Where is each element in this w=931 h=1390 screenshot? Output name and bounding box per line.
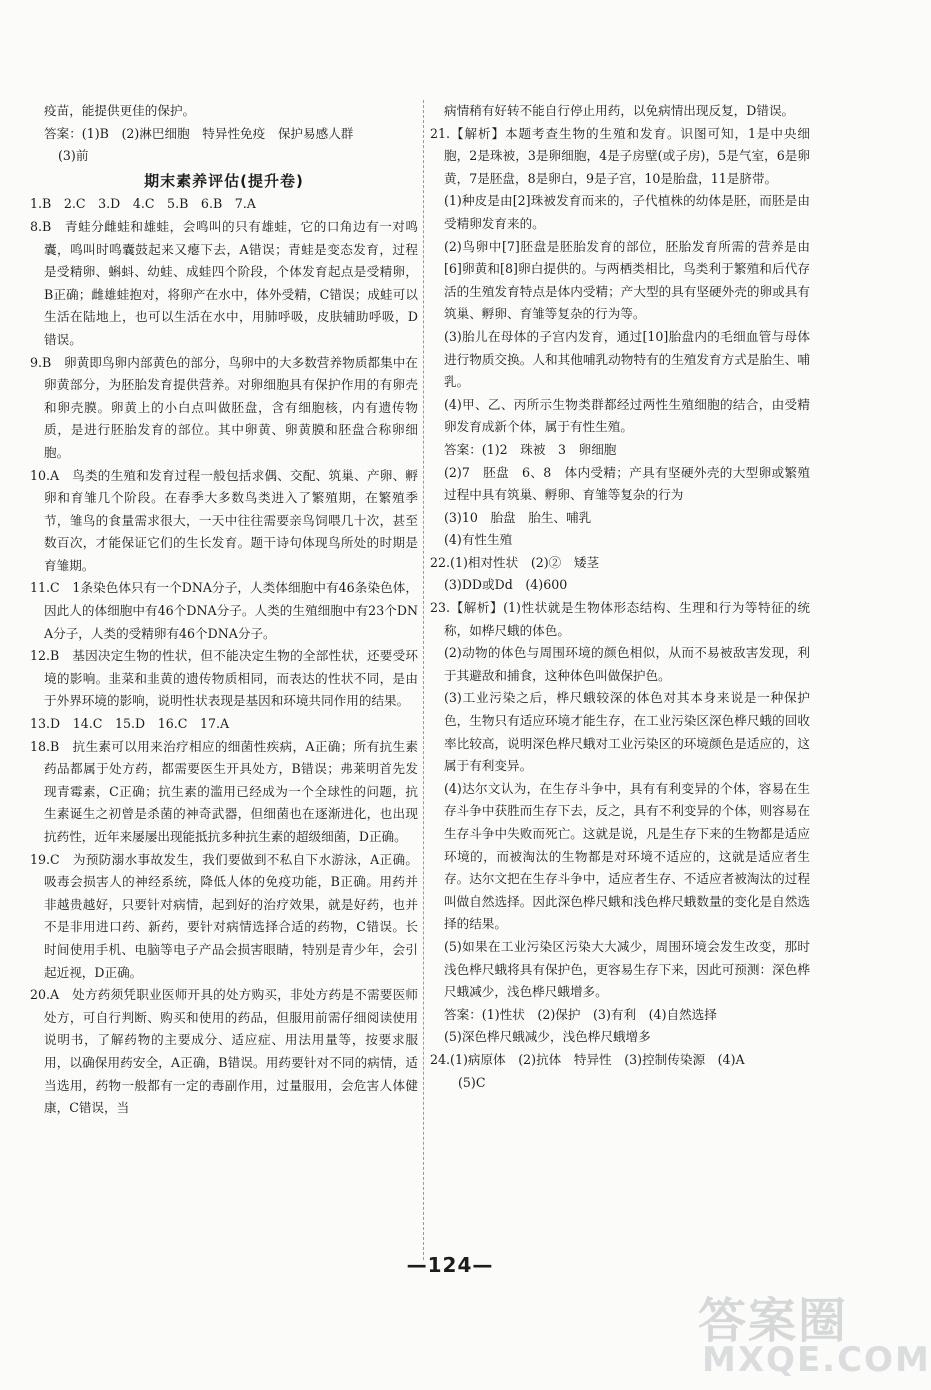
answer-paragraph: 答案：(1)B (2)淋巴细胞 特异性免疫 保护易感人群 [44,125,354,141]
answer-paragraph: (2)鸟卵中[7]胚盘是胚胎发育的部位，胚胎发育所需的营养是由[6]卵黄和[8]卵白提供的。与两栖类相比，鸟类利于繁殖和后代存活的生殖发育特点是体内受精；产大型的具有坚硬外壳的卵或具有筑巢、孵卵、育雏等复杂的行为等。 [444,238,810,322]
answer-paragraph: (1)种皮是由[2]珠被发育而来的，子代植株的幼体是胚，而胚是由受精卵发育来的。 [444,193,810,231]
answer-paragraph: 11.C 1条染色体只有一个DNA分子，人类体细胞中有46条染色体，因此人的体细胞中有46个DNA分子。人类的生殖细胞中有23个DNA分子，人类的受精卵有46个DNA分子。 [30,580,418,641]
answer-paragraph: 答案：(1)2 珠被 3 卵细胞 [444,441,617,457]
answer-paragraph: (3)DD或Dd (4)600 [444,577,568,593]
answer-paragraph: (5)如果在工业污染区污染大大减少，周围环境会发生改变，那时浅色桦尺蛾将具有保护色，更容易生存下来，因此可预测：深色桦尺蛾减少，浅色桦尺蛾增多。 [444,938,810,1000]
answer-paragraph: 24.(1)病原体 (2)抗体 特异性 (3)控制传染源 (4)A [430,1051,745,1067]
answer-paragraph: 9.B 卵黄即鸟卵内部黄色的部分，鸟卵中的大多数营养物质都集中在卵黄部分，为胚胎发育提供营养。对卵细胞具有保护作用的有卵壳和卵壳膜。卵黄上的小白点叫做胚盘，含有细胞核，内有遗传物质，是进行胚胎发育的部位。其中卵黄、卵黄膜和胚盘合称卵细胞。 [30,354,418,460]
answer-paragraph: 22.(1)相对性状 (2)② 矮茎 [430,554,600,570]
watermark-url: MXQE.COM [702,1340,931,1380]
answer-paragraph: (2)7 胚盘 6、8 体内受精；产具有坚硬外壳的大型卵或繁殖过程中具有筑巢、孵卵、育雏等复杂的行为 [444,464,810,503]
watermark-logo [698,1282,931,1382]
answer-paragraph: 8.B 青蛙分雌蛙和雄蛙，会鸣叫的只有雄蛙，它的口角边有一对鸣囊，鸣叫时鸣囊鼓起来又瘪下去，A错误；青蛙是变态发育，过程是受精卵、蝌蚪、幼蛙、成蛙四个阶段，个体发育起点是受精卵，B正确；雌雄蛙抱对，将卵产在水中，体外受精，C错误；成蛙可以生活在陆地上，也可以生活在水中，用肺呼吸，皮肤辅助呼吸，D错误。 [30,218,418,347]
watermark-text: 答案圈 [698,1293,849,1349]
answer-paragraph: (4)甲、乙、丙所示生物类群都经过两性生殖细胞的结合，由受精卵发育成新个体，属于有性生殖。 [444,396,810,435]
answer-paragraph: 23.【解析】(1)性状就是生物体形态结构、生理和行为等特征的统称，如桦尺蛾的体色。 [430,600,810,638]
answer-paragraph: 13.D 14.C 15.D 16.C 17.A [30,716,230,732]
answer-paragraph: (2)动物的体色与周围环境的颜色相似，从而不易被敌害发现，利于其避敌和捕食，这种体色叫做保护色。 [444,645,810,683]
answer-paragraph: 答案：(1)性状 (2)保护 (3)有利 (4)自然选择 [444,1006,717,1022]
answer-paragraph: 病情稍有好转不能自行停止用药，以免病情出现反复，D错误。 [444,103,795,118]
answer-paragraph: 1.B 2.C 3.D 4.C 5.B 6.B 7.A [30,196,256,212]
answer-paragraph: (4)有性生殖 [444,532,513,548]
left-column [30,100,418,1120]
column-divider [423,100,424,1260]
page-number: —124— [406,1253,494,1277]
answer-paragraph: (3)工业污染之后，桦尺蛾较深的体色对其本身来说是一种保护色，生物只有适应环境才能生存，在工业污染区深色桦尺蛾的回收率比较高，说明深色桦尺蛾对工业污染区的环境颜色是适应的，这属于有利变异。 [444,690,810,774]
answer-paragraph: (5)深色桦尺蛾减少，浅色桦尺蛾增多 [444,1029,651,1045]
answer-paragraph: 10.A 鸟类的生殖和发育过程一般包括求偶、交配、筑巢、产卵、孵卵和育雏几个阶段。在春季大多数鸟类进入了繁殖期，在繁殖季节，雏鸟的食量需求很大，一天中往往需要亲鸟饲喂几十次，甚至数百次，才能保证它们的生长发育。题干诗句体现鸟所处的时期是育雏期。 [30,467,418,573]
answer-paragraph: (3)10 胎盘 胎生、哺乳 [444,509,592,525]
answer-paragraph: 19.C 为预防溺水事故发生，我们要做到不私自下水游泳，A正确。吸毒会损害人的神经系统，降低人体的免疫功能，B正确。用药并非越贵越好，只要针对病情，起到好的治疗效果，就是好药，也并不是非用进口药、新药，要针对病情选择合适的药物，C错误。长时间使用手机、电脑等电子产品会损害眼睛，特别是青少年，会引起近视，D正确。 [30,851,418,980]
answer-paragraph: 18.B 抗生素可以用来治疗相应的细菌性疾病，A正确；所有抗生素药品都属于处方药，都需要医生开具处方，B错误；弗莱明首先发现青霉素，C正确；抗生素的滥用已经成为一个全球性的问题，抗生素诞生之初曾是杀菌的神奇武器，但细菌也在逐渐进化，也出现抗药性，近年来屡屡出现能抵抗多种抗生素的超级细菌，D正确。 [30,738,418,844]
answer-paragraph: (3)胎儿在母体的子宫内发育，通过[10]胎盘内的毛细血管与母体进行物质交换。人和其他哺乳动物特有的生殖发育方式是胎生、哺乳。 [444,328,810,390]
section-title: 期末素养评估(提升卷) [144,171,304,190]
answer-paragraph: (4)达尔文认为，在生存斗争中，具有有利变异的个体，容易在生存斗争中获胜而生存下去，反之，具有不利变异的个体，则容易在生存斗争中失败而死亡。这就是说，凡是生存下来的生物都是适应环境的，而被淘汰的生物都是对环境不适应的，这就是适应者生存。达尔文把在生存斗争中，适应者生存、不适应者被淘汰的过程叫做自然选择。因此深色桦尺蛾和浅色桦尺蛾数量的变化是自然选择的结果。 [444,780,810,932]
answer-paragraph: (5)C [458,1074,486,1090]
answer-paragraph: 12.B 基因决定生物的性状，但不能决定生物的全部性状，还要受环境的影响。韭菜和韭黄的遗传物质相同，而表达的性状不同，是由于外界环境的影响，说明性状表现是基因和环境共同作用的结果。 [30,648,418,709]
right-column [430,100,810,1094]
answer-paragraph: (3)前 [58,148,89,164]
answer-paragraph: 20.A 处方药须凭职业医师开具的处方购买，非处方药是不需要医师处方，可自行判断、购买和使用的药品，但服用前需仔细阅读使用说明书，了解药物的主要成分、适应症、用法用量等，按要求服用，以确保用药安全，A正确，B错误。用药要针对不同的病情，适当选用，药物一般都有一定的毒副作用，过量服用，会危害人体健康，C错误，当 [30,987,418,1116]
answer-paragraph: 21.【解析】本题考查生物的生殖和发育。识图可知，1是中央细胞，2是珠被，3是卵细胞，4是子房壁(或子房)，5是气室，6是卵黄，7是胚盘，8是卵白，9是子宫，10是胎盘，11是脐带。 [430,125,810,186]
answer-paragraph: 疫苗，能提供更佳的保护。 [44,103,196,118]
